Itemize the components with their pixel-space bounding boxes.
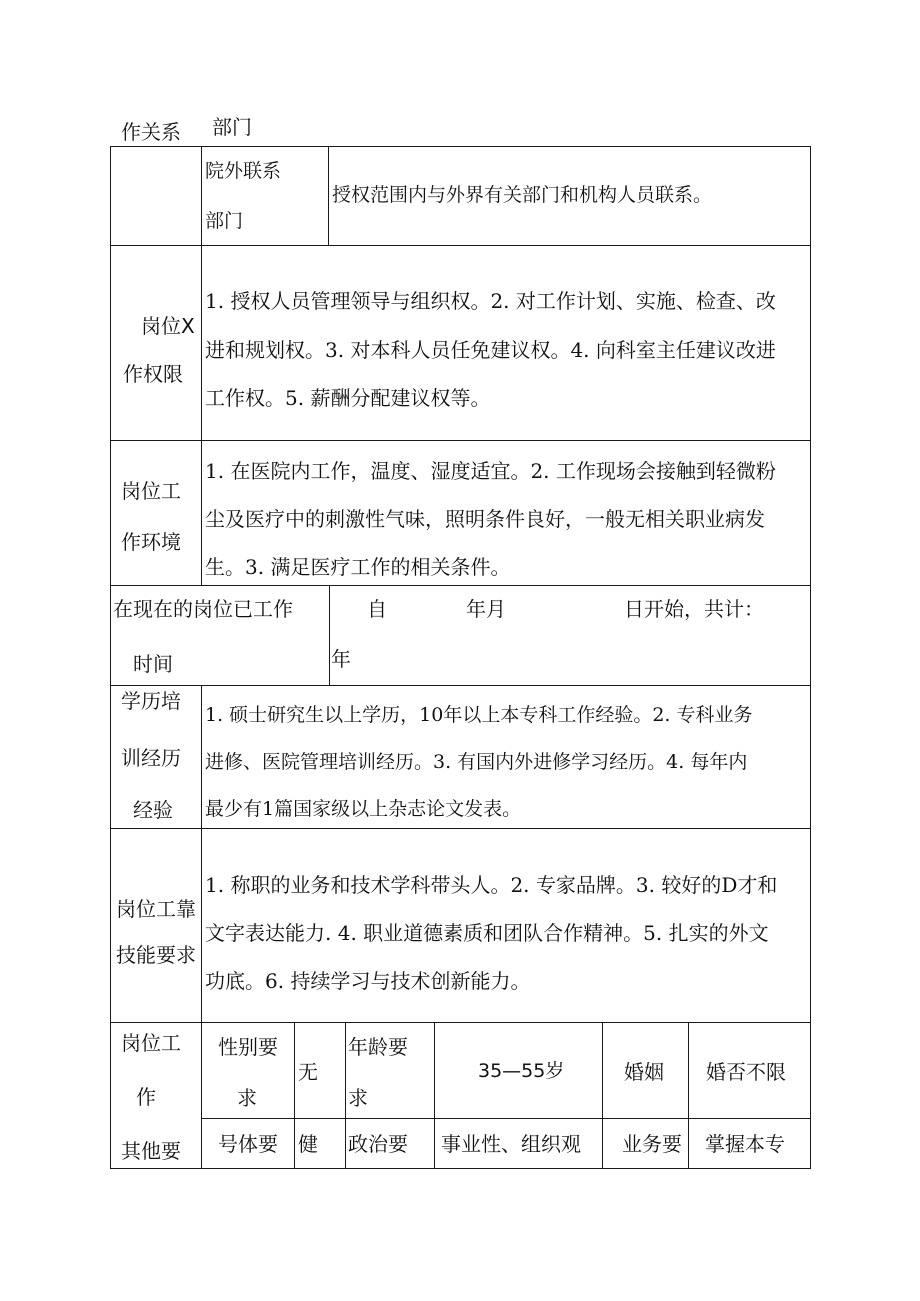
rule-v-label-2	[201, 685, 202, 1169]
authority-line-1: 1. 授权人员管理领导与组织权。2. 对工作计划、实施、检查、改	[205, 289, 776, 313]
other-label-2: 作	[136, 1085, 156, 1109]
external-contact-label-2: 部门	[205, 210, 244, 232]
tenure-label-2: 时间	[133, 652, 173, 676]
environment-line-3: 生。3. 满足医疗工作的相关条件。	[205, 555, 511, 579]
external-contact-text: 授权范围内与外界有关部门和机构人员联系。	[332, 184, 713, 206]
rule-v-other-5	[688, 1022, 689, 1169]
rule-v-label	[201, 146, 202, 586]
education-label-3: 经验	[133, 798, 173, 822]
rule-h-6	[110, 828, 811, 829]
education-line-3: 最少有1篇国家级以上杂志论文发表。	[205, 798, 522, 820]
other-label-1: 岗位工	[121, 1031, 181, 1055]
age-label-1: 年龄要	[348, 1035, 408, 1059]
business-value: 掌握本专	[705, 1132, 785, 1156]
rule-v-tenure	[329, 585, 330, 686]
age-label-2: 求	[348, 1086, 368, 1110]
authority-line-3: 工作权。5. 薪酬分配建议权等。	[205, 386, 491, 410]
gender-label-1: 性别要	[218, 1035, 278, 1059]
rule-v-other-1	[294, 1022, 295, 1169]
tenure-day-start: 日开始，共计：	[624, 597, 764, 621]
tenure-from: 自	[367, 597, 387, 621]
age-value: 35—55岁	[478, 1060, 565, 1082]
rule-v-other-2	[345, 1022, 346, 1169]
skills-line-3: 功底。6. 持续学习与技术创新能力。	[205, 969, 531, 993]
environment-label-2: 作环境	[121, 530, 181, 554]
environment-line-1: 1. 在医院内工作，温度、湿度适宜。2. 工作现场会接触到轻微粉	[205, 459, 776, 483]
rule-v-right	[810, 146, 811, 1169]
top-label: 作关系	[121, 120, 181, 144]
politics-label: 政治要	[348, 1132, 408, 1156]
other-label-3: 其他要	[121, 1139, 181, 1163]
authority-label-1: 岗位X	[141, 314, 195, 338]
gender-value: 无	[298, 1060, 318, 1084]
health-label: 号体要	[218, 1132, 278, 1156]
external-contact-label-1: 院外联系	[205, 160, 282, 182]
authority-label-2: 作权限	[123, 362, 183, 386]
tenure-years: 年	[331, 647, 351, 671]
business-label: 业务要	[622, 1132, 682, 1156]
politics-value: 事业性、组织观	[441, 1132, 581, 1156]
education-line-2: 进修、医院管理培训经历。3. 有国内外进修学习经历。4. 每年内	[205, 751, 748, 773]
marriage-value: 婚否不限	[706, 1060, 786, 1084]
rule-h-9	[110, 1168, 811, 1169]
education-label-2: 训经历	[121, 746, 181, 770]
rule-v-contact	[328, 146, 329, 246]
skills-label-2: 技能要求	[116, 943, 196, 967]
skills-line-2: 文字表达能力. 4. 职业道德素质和团队合作精神。5. 扎实的外文	[205, 921, 769, 945]
rule-h-1	[110, 146, 811, 147]
education-label-1: 学历培	[121, 689, 181, 713]
skills-label-1: 岗位工靠	[116, 897, 196, 921]
tenure-label-1: 在现在的岗位已工作	[113, 597, 293, 621]
tenure-year-month: 年月	[466, 597, 506, 621]
rule-v-other-4	[602, 1022, 603, 1169]
rule-h-5	[110, 685, 811, 686]
health-value: 健	[298, 1132, 318, 1156]
rule-h-3	[110, 440, 811, 441]
skills-line-1: 1. 称职的业务和技术学科带头人。2. 专家品牌。3. 较好的D才和	[205, 873, 778, 897]
environment-line-2: 尘及医疗中的刺激性气味，照明条件良好，一般无相关职业病发	[205, 507, 765, 531]
environment-label-1: 岗位工	[121, 479, 181, 503]
rule-h-4	[110, 585, 811, 586]
education-line-1: 1. 硕士研究生以上学历，10年以上本专科工作经验。2. 专科业务	[205, 704, 753, 726]
rule-v-left	[110, 146, 111, 1169]
rule-h-2	[110, 245, 811, 246]
top-value: 部门	[212, 115, 252, 139]
rule-h-8	[201, 1118, 811, 1119]
rule-h-7	[110, 1022, 811, 1023]
gender-label-2: 求	[237, 1086, 257, 1110]
rule-v-other-3	[434, 1022, 435, 1169]
authority-line-2: 进和规划权。3. 对本科人员任免建议权。4. 向科室主任建议改进	[205, 338, 776, 362]
marriage-label: 婚姻	[624, 1060, 664, 1084]
